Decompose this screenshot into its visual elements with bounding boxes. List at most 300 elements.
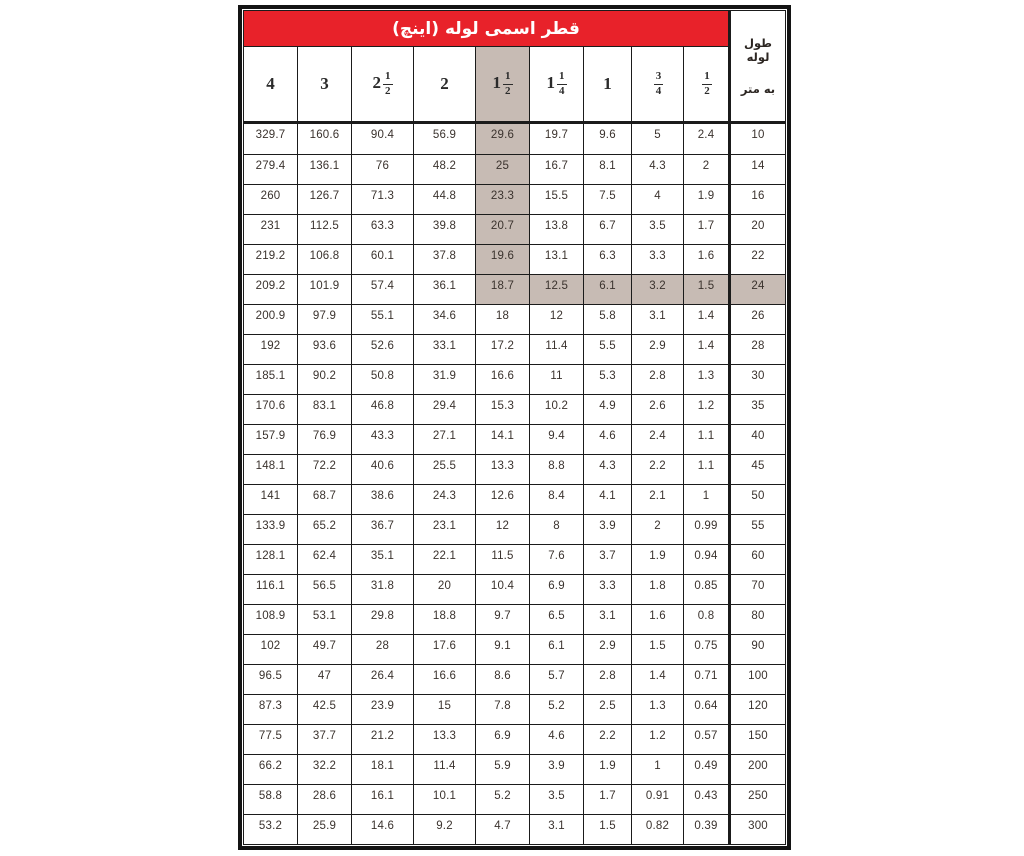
length-cell: 150 bbox=[730, 724, 786, 754]
data-cell: 6.1 bbox=[530, 634, 584, 664]
table-row bbox=[244, 484, 786, 514]
data-cell: 13.3 bbox=[414, 724, 476, 754]
col-header-whole: 2 bbox=[372, 73, 381, 92]
data-cell: 11.4 bbox=[530, 334, 584, 364]
col-header-1 bbox=[584, 47, 632, 123]
data-cell: 5 bbox=[632, 123, 684, 155]
length-cell: 90 bbox=[730, 634, 786, 664]
length-cell: 200 bbox=[730, 754, 786, 784]
data-cell: 6.9 bbox=[476, 724, 530, 754]
table-row bbox=[244, 664, 786, 694]
data-cell: 4.1 bbox=[584, 484, 632, 514]
data-cell: 11.4 bbox=[414, 754, 476, 784]
data-cell: 192 bbox=[244, 334, 298, 364]
data-cell: 1 bbox=[632, 754, 684, 784]
col-header-2-1-2 bbox=[352, 47, 414, 123]
data-cell: 128.1 bbox=[244, 544, 298, 574]
data-cell: 1.7 bbox=[584, 784, 632, 814]
data-cell: 52.6 bbox=[352, 334, 414, 364]
data-cell: 90.4 bbox=[352, 123, 414, 155]
length-cell: 14 bbox=[730, 154, 786, 184]
data-cell: 260 bbox=[244, 184, 298, 214]
col-header-whole: 1 bbox=[603, 74, 612, 93]
data-cell: 10.4 bbox=[476, 574, 530, 604]
data-cell: 60.1 bbox=[352, 244, 414, 274]
data-cell: 1.1 bbox=[684, 424, 730, 454]
data-cell: 8.8 bbox=[530, 454, 584, 484]
data-cell: 18.8 bbox=[414, 604, 476, 634]
data-cell: 4 bbox=[632, 184, 684, 214]
data-cell: 219.2 bbox=[244, 244, 298, 274]
data-cell: 1 bbox=[684, 484, 730, 514]
length-cell: 28 bbox=[730, 334, 786, 364]
data-cell: 8 bbox=[530, 514, 584, 544]
data-cell: 3.5 bbox=[632, 214, 684, 244]
fraction-denominator: 4 bbox=[559, 84, 565, 97]
data-cell: 7.5 bbox=[584, 184, 632, 214]
data-cell: 2 bbox=[632, 514, 684, 544]
data-cell: 90.2 bbox=[298, 364, 352, 394]
length-cell: 24 bbox=[730, 274, 786, 304]
data-cell: 16.1 bbox=[352, 784, 414, 814]
col-header-whole: 1 bbox=[546, 73, 555, 92]
length-cell: 16 bbox=[730, 184, 786, 214]
data-cell: 14.6 bbox=[352, 814, 414, 844]
table-row bbox=[244, 814, 786, 844]
data-cell: 71.3 bbox=[352, 184, 414, 214]
data-cell: 0.57 bbox=[684, 724, 730, 754]
data-cell: 0.64 bbox=[684, 694, 730, 724]
data-cell: 2.4 bbox=[632, 424, 684, 454]
data-cell: 108.9 bbox=[244, 604, 298, 634]
data-cell: 2.2 bbox=[584, 724, 632, 754]
data-cell: 5.8 bbox=[584, 304, 632, 334]
col-header-1-1-4 bbox=[530, 47, 584, 123]
table-row bbox=[244, 394, 786, 424]
data-cell: 29.8 bbox=[352, 604, 414, 634]
data-cell: 185.1 bbox=[244, 364, 298, 394]
data-cell: 0.39 bbox=[684, 814, 730, 844]
col-header-whole: 1 bbox=[492, 73, 501, 92]
data-cell: 26.4 bbox=[352, 664, 414, 694]
data-cell: 72.2 bbox=[298, 454, 352, 484]
table-row bbox=[244, 544, 786, 574]
column-header-row bbox=[244, 47, 786, 123]
table-row bbox=[244, 634, 786, 664]
data-cell: 1.9 bbox=[584, 754, 632, 784]
length-cell: 10 bbox=[730, 123, 786, 155]
data-cell: 2.5 bbox=[584, 694, 632, 724]
data-cell: 1.9 bbox=[684, 184, 730, 214]
data-cell: 28.6 bbox=[298, 784, 352, 814]
data-cell: 15.5 bbox=[530, 184, 584, 214]
data-cell: 4.3 bbox=[584, 454, 632, 484]
data-cell: 29.6 bbox=[476, 123, 530, 155]
table-row bbox=[244, 334, 786, 364]
data-cell: 97.9 bbox=[298, 304, 352, 334]
data-cell: 5.3 bbox=[584, 364, 632, 394]
data-cell: 34.6 bbox=[414, 304, 476, 334]
data-cell: 170.6 bbox=[244, 394, 298, 424]
data-cell: 15 bbox=[414, 694, 476, 724]
data-cell: 2.2 bbox=[632, 454, 684, 484]
data-cell: 3.3 bbox=[584, 574, 632, 604]
data-cell: 6.5 bbox=[530, 604, 584, 634]
data-cell: 2.8 bbox=[632, 364, 684, 394]
data-cell: 63.3 bbox=[352, 214, 414, 244]
data-cell: 46.8 bbox=[352, 394, 414, 424]
data-cell: 160.6 bbox=[298, 123, 352, 155]
table-body bbox=[244, 123, 786, 845]
data-cell: 18.7 bbox=[476, 274, 530, 304]
data-cell: 1.4 bbox=[684, 304, 730, 334]
data-cell: 1.4 bbox=[684, 334, 730, 364]
data-cell: 68.7 bbox=[298, 484, 352, 514]
data-table bbox=[243, 10, 786, 845]
data-cell: 1.2 bbox=[684, 394, 730, 424]
data-cell: 9.6 bbox=[584, 123, 632, 155]
table-row bbox=[244, 424, 786, 454]
data-cell: 1.8 bbox=[632, 574, 684, 604]
table-row bbox=[244, 184, 786, 214]
length-cell: 26 bbox=[730, 304, 786, 334]
length-cell: 80 bbox=[730, 604, 786, 634]
data-cell: 77.5 bbox=[244, 724, 298, 754]
data-cell: 9.7 bbox=[476, 604, 530, 634]
data-cell: 50.8 bbox=[352, 364, 414, 394]
data-cell: 4.6 bbox=[584, 424, 632, 454]
data-cell: 47 bbox=[298, 664, 352, 694]
length-cell: 50 bbox=[730, 484, 786, 514]
length-cell: 45 bbox=[730, 454, 786, 484]
data-cell: 55.1 bbox=[352, 304, 414, 334]
data-cell: 35.1 bbox=[352, 544, 414, 574]
data-cell: 1.6 bbox=[632, 604, 684, 634]
data-cell: 13.1 bbox=[530, 244, 584, 274]
data-cell: 8.4 bbox=[530, 484, 584, 514]
data-cell: 53.1 bbox=[298, 604, 352, 634]
table-row bbox=[244, 214, 786, 244]
data-cell: 17.6 bbox=[414, 634, 476, 664]
data-cell: 20.7 bbox=[476, 214, 530, 244]
data-cell: 16.6 bbox=[476, 364, 530, 394]
fraction-denominator: 2 bbox=[505, 84, 511, 97]
table-row bbox=[244, 274, 786, 304]
col-header-whole: 2 bbox=[440, 74, 449, 93]
data-cell: 25.9 bbox=[298, 814, 352, 844]
data-cell: 40.6 bbox=[352, 454, 414, 484]
data-cell: 18 bbox=[476, 304, 530, 334]
data-cell: 2.9 bbox=[632, 334, 684, 364]
data-cell: 4.6 bbox=[530, 724, 584, 754]
data-cell: 21.2 bbox=[352, 724, 414, 754]
data-cell: 1.7 bbox=[684, 214, 730, 244]
table-row bbox=[244, 123, 786, 155]
data-cell: 1.2 bbox=[632, 724, 684, 754]
data-cell: 5.2 bbox=[476, 784, 530, 814]
data-cell: 43.3 bbox=[352, 424, 414, 454]
fraction-numerator: 1 bbox=[557, 71, 567, 85]
fraction-numerator: 3 bbox=[654, 71, 664, 85]
table-row bbox=[244, 724, 786, 754]
data-cell: 10.1 bbox=[414, 784, 476, 814]
data-cell: 12.6 bbox=[476, 484, 530, 514]
col-header-fraction bbox=[383, 71, 393, 97]
table-row bbox=[244, 154, 786, 184]
data-cell: 83.1 bbox=[298, 394, 352, 424]
data-cell: 56.9 bbox=[414, 123, 476, 155]
data-cell: 0.71 bbox=[684, 664, 730, 694]
col-header-fraction bbox=[702, 71, 712, 97]
data-cell: 8.1 bbox=[584, 154, 632, 184]
length-cell: 100 bbox=[730, 664, 786, 694]
data-cell: 19.7 bbox=[530, 123, 584, 155]
data-cell: 2 bbox=[684, 154, 730, 184]
data-cell: 25 bbox=[476, 154, 530, 184]
data-cell: 0.85 bbox=[684, 574, 730, 604]
table-row bbox=[244, 784, 786, 814]
data-cell: 3.2 bbox=[632, 274, 684, 304]
data-cell: 62.4 bbox=[298, 544, 352, 574]
data-cell: 101.9 bbox=[298, 274, 352, 304]
data-cell: 6.9 bbox=[530, 574, 584, 604]
data-cell: 0.82 bbox=[632, 814, 684, 844]
data-cell: 11 bbox=[530, 364, 584, 394]
data-cell: 5.9 bbox=[476, 754, 530, 784]
data-cell: 53.2 bbox=[244, 814, 298, 844]
data-cell: 12 bbox=[530, 304, 584, 334]
length-header-line2: به متر bbox=[740, 82, 776, 96]
data-cell: 57.4 bbox=[352, 274, 414, 304]
pipe-length-diameter-table bbox=[238, 5, 791, 850]
data-cell: 17.2 bbox=[476, 334, 530, 364]
col-header-2 bbox=[414, 47, 476, 123]
data-cell: 23.3 bbox=[476, 184, 530, 214]
data-cell: 1.5 bbox=[684, 274, 730, 304]
fraction-numerator: 1 bbox=[503, 71, 513, 85]
data-cell: 1.6 bbox=[684, 244, 730, 274]
table-row bbox=[244, 514, 786, 544]
data-cell: 133.9 bbox=[244, 514, 298, 544]
data-cell: 0.43 bbox=[684, 784, 730, 814]
data-cell: 7.6 bbox=[530, 544, 584, 574]
data-cell: 13.8 bbox=[530, 214, 584, 244]
col-header-whole: 3 bbox=[320, 74, 329, 93]
table-row bbox=[244, 604, 786, 634]
data-cell: 25.5 bbox=[414, 454, 476, 484]
data-cell: 14.1 bbox=[476, 424, 530, 454]
data-cell: 1.3 bbox=[632, 694, 684, 724]
data-cell: 13.3 bbox=[476, 454, 530, 484]
col-header-whole: 4 bbox=[266, 74, 275, 93]
data-cell: 93.6 bbox=[298, 334, 352, 364]
data-cell: 5.2 bbox=[530, 694, 584, 724]
data-cell: 0.99 bbox=[684, 514, 730, 544]
data-cell: 27.1 bbox=[414, 424, 476, 454]
data-cell: 6.7 bbox=[584, 214, 632, 244]
data-cell: 3.1 bbox=[530, 814, 584, 844]
data-cell: 231 bbox=[244, 214, 298, 244]
table-row bbox=[244, 754, 786, 784]
data-cell: 7.8 bbox=[476, 694, 530, 724]
data-cell: 157.9 bbox=[244, 424, 298, 454]
data-cell: 22.1 bbox=[414, 544, 476, 574]
table-row bbox=[244, 454, 786, 484]
data-cell: 106.8 bbox=[298, 244, 352, 274]
data-cell: 31.9 bbox=[414, 364, 476, 394]
data-cell: 9.4 bbox=[530, 424, 584, 454]
data-cell: 2.1 bbox=[632, 484, 684, 514]
length-cell: 250 bbox=[730, 784, 786, 814]
data-cell: 19.6 bbox=[476, 244, 530, 274]
data-cell: 3.1 bbox=[584, 604, 632, 634]
data-cell: 1.3 bbox=[684, 364, 730, 394]
length-cell: 30 bbox=[730, 364, 786, 394]
data-cell: 23.9 bbox=[352, 694, 414, 724]
data-cell: 279.4 bbox=[244, 154, 298, 184]
table-row bbox=[244, 694, 786, 724]
data-cell: 12.5 bbox=[530, 274, 584, 304]
length-cell: 60 bbox=[730, 544, 786, 574]
data-cell: 38.6 bbox=[352, 484, 414, 514]
col-header-4 bbox=[244, 47, 298, 123]
data-cell: 42.5 bbox=[298, 694, 352, 724]
data-cell: 23.1 bbox=[414, 514, 476, 544]
col-header-fraction bbox=[503, 71, 513, 97]
data-cell: 136.1 bbox=[298, 154, 352, 184]
table-row bbox=[244, 304, 786, 334]
data-cell: 15.3 bbox=[476, 394, 530, 424]
data-cell: 3.9 bbox=[584, 514, 632, 544]
data-cell: 2.9 bbox=[584, 634, 632, 664]
data-cell: 9.1 bbox=[476, 634, 530, 664]
data-cell: 126.7 bbox=[298, 184, 352, 214]
data-cell: 1.4 bbox=[632, 664, 684, 694]
data-cell: 58.8 bbox=[244, 784, 298, 814]
data-cell: 24.3 bbox=[414, 484, 476, 514]
length-cell: 35 bbox=[730, 394, 786, 424]
data-cell: 9.2 bbox=[414, 814, 476, 844]
data-cell: 4.3 bbox=[632, 154, 684, 184]
data-cell: 36.7 bbox=[352, 514, 414, 544]
data-cell: 3.9 bbox=[530, 754, 584, 784]
data-cell: 76.9 bbox=[298, 424, 352, 454]
table-row bbox=[244, 244, 786, 274]
length-cell: 40 bbox=[730, 424, 786, 454]
fraction-numerator: 1 bbox=[702, 71, 712, 85]
data-cell: 8.6 bbox=[476, 664, 530, 694]
data-cell: 76 bbox=[352, 154, 414, 184]
length-cell: 55 bbox=[730, 514, 786, 544]
data-cell: 0.49 bbox=[684, 754, 730, 784]
data-cell: 1.9 bbox=[632, 544, 684, 574]
data-cell: 5.7 bbox=[530, 664, 584, 694]
data-cell: 10.2 bbox=[530, 394, 584, 424]
col-header-1-2 bbox=[684, 47, 730, 123]
data-cell: 33.1 bbox=[414, 334, 476, 364]
data-cell: 209.2 bbox=[244, 274, 298, 304]
length-cell: 20 bbox=[730, 214, 786, 244]
data-cell: 66.2 bbox=[244, 754, 298, 784]
data-cell: 48.2 bbox=[414, 154, 476, 184]
fraction-denominator: 2 bbox=[704, 84, 710, 97]
data-cell: 5.5 bbox=[584, 334, 632, 364]
data-cell: 44.8 bbox=[414, 184, 476, 214]
col-header-fraction bbox=[654, 71, 664, 97]
data-cell: 18.1 bbox=[352, 754, 414, 784]
data-cell: 56.5 bbox=[298, 574, 352, 604]
data-cell: 39.8 bbox=[414, 214, 476, 244]
data-cell: 96.5 bbox=[244, 664, 298, 694]
fraction-numerator: 1 bbox=[383, 71, 393, 85]
data-cell: 36.1 bbox=[414, 274, 476, 304]
col-header-1-1-2 bbox=[476, 47, 530, 123]
data-cell: 0.75 bbox=[684, 634, 730, 664]
length-cell: 22 bbox=[730, 244, 786, 274]
data-cell: 32.2 bbox=[298, 754, 352, 784]
data-cell: 6.1 bbox=[584, 274, 632, 304]
data-cell: 3.1 bbox=[632, 304, 684, 334]
data-cell: 37.7 bbox=[298, 724, 352, 754]
data-cell: 37.8 bbox=[414, 244, 476, 274]
data-cell: 87.3 bbox=[244, 694, 298, 724]
data-cell: 116.1 bbox=[244, 574, 298, 604]
data-cell: 16.6 bbox=[414, 664, 476, 694]
data-cell: 3.5 bbox=[530, 784, 584, 814]
data-cell: 2.6 bbox=[632, 394, 684, 424]
data-cell: 0.94 bbox=[684, 544, 730, 574]
data-cell: 4.7 bbox=[476, 814, 530, 844]
data-cell: 1.1 bbox=[684, 454, 730, 484]
data-cell: 20 bbox=[414, 574, 476, 604]
data-cell: 112.5 bbox=[298, 214, 352, 244]
data-cell: 141 bbox=[244, 484, 298, 514]
data-cell: 3.3 bbox=[632, 244, 684, 274]
data-cell: 102 bbox=[244, 634, 298, 664]
data-cell: 1.5 bbox=[584, 814, 632, 844]
length-header-line1: طول لوله bbox=[743, 36, 773, 64]
data-cell: 11.5 bbox=[476, 544, 530, 574]
data-cell: 28 bbox=[352, 634, 414, 664]
banner-row bbox=[244, 11, 786, 47]
table-row bbox=[244, 364, 786, 394]
data-cell: 16.7 bbox=[530, 154, 584, 184]
data-cell: 29.4 bbox=[414, 394, 476, 424]
data-cell: 1.5 bbox=[632, 634, 684, 664]
data-cell: 65.2 bbox=[298, 514, 352, 544]
data-cell: 0.91 bbox=[632, 784, 684, 814]
length-cell: 300 bbox=[730, 814, 786, 844]
data-cell: 0.8 bbox=[684, 604, 730, 634]
data-cell: 4.9 bbox=[584, 394, 632, 424]
data-cell: 6.3 bbox=[584, 244, 632, 274]
data-cell: 3.7 bbox=[584, 544, 632, 574]
col-header-3 bbox=[298, 47, 352, 123]
data-cell: 2.4 bbox=[684, 123, 730, 155]
length-cell: 120 bbox=[730, 694, 786, 724]
length-cell: 70 bbox=[730, 574, 786, 604]
fraction-denominator: 4 bbox=[655, 84, 662, 97]
col-header-fraction bbox=[557, 71, 567, 97]
table-title-banner bbox=[244, 11, 730, 47]
table-row bbox=[244, 574, 786, 604]
table-title: قطر اسمی لوله (اینچ) bbox=[392, 18, 580, 39]
data-cell: 200.9 bbox=[244, 304, 298, 334]
data-cell: 31.8 bbox=[352, 574, 414, 604]
fraction-denominator: 2 bbox=[385, 84, 391, 97]
data-cell: 12 bbox=[476, 514, 530, 544]
data-cell: 2.8 bbox=[584, 664, 632, 694]
